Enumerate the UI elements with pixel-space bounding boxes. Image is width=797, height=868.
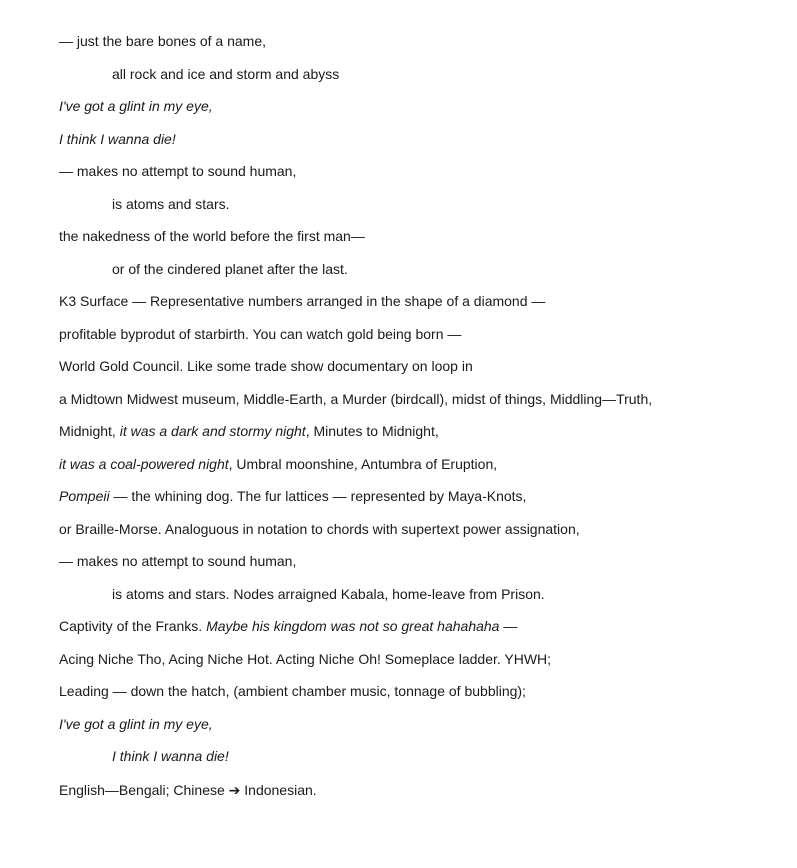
italic-text: it was a coal-powered night: [59, 455, 229, 472]
line-text: Leading — down the hatch, (ambient chamber music, tonnage of bubbling);: [59, 683, 526, 699]
line-text: profitable byprodut of starbirth. You can watch gold being born —: [59, 325, 462, 342]
line-text: English—Bengali; Chinese ➔ Indonesian.: [59, 781, 317, 798]
line-text: the nakedness of the world before the first man—: [59, 228, 365, 244]
line-text: K3 Surface — Representative numbers arranged in the shape of a diamond —: [59, 293, 546, 309]
poem-line: [59, 389, 779, 422]
poem-line: [59, 324, 779, 357]
poem-line: [59, 161, 779, 194]
italic-text: I've got a glint in my eye,: [59, 715, 213, 732]
line-text: Midnight,: [59, 423, 120, 439]
poem-line: [59, 551, 779, 584]
italic-text: I think I wanna die!: [112, 748, 229, 764]
line-text: a Midtown Midwest museum, Middle-Earth, a Murder (birdcall), midst of things, Middling—Truth,: [59, 390, 653, 407]
poem-line: [59, 356, 779, 389]
poem-line: [59, 259, 779, 292]
poem-line: [59, 31, 779, 64]
line-text: is atoms and stars. Nodes arraigned Kabala, home-leave from Prison.: [112, 585, 545, 602]
italic-text: I think I wanna die!: [59, 130, 176, 147]
poem-line: [59, 681, 779, 714]
poem-line: [59, 291, 779, 324]
line-text: — the whining dog. The fur lattices — represented by Maya-Knots,: [109, 488, 527, 504]
poem-line: [59, 421, 779, 454]
line-text: — just the bare bones of a name,: [59, 33, 267, 49]
poem-line: [59, 486, 779, 519]
poem-body: [59, 31, 779, 812]
poem-line: [59, 96, 779, 129]
poem-line: [59, 714, 779, 747]
line-text: — makes no attempt to sound human,: [59, 553, 297, 569]
line-text: World Gold Council. Like some trade show documentary on loop in: [59, 358, 473, 374]
poem-line: [59, 129, 779, 162]
line-text: or Braille-Morse. Analoguous in notation to chords with supertext power assignation,: [59, 520, 580, 537]
poem-line: [59, 746, 779, 779]
line-text: Acing Niche Tho, Acing Niche Hot. Acting Niche Oh! Someplace ladder. YHWH;: [59, 650, 552, 667]
line-text: all rock and ice and storm and abyss: [112, 65, 340, 82]
poem-line: [59, 780, 779, 813]
italic-text: Maybe his kingdom was not so great hahahaha: [206, 618, 500, 634]
poem-line: [59, 454, 779, 487]
italic-text: I've got a glint in my eye,: [59, 98, 213, 114]
poem-line: [59, 194, 779, 227]
poem-line: [59, 64, 779, 97]
poem-line: [59, 519, 779, 552]
italic-text: Pompeii: [59, 488, 110, 504]
poem-line: [59, 649, 779, 682]
line-text: , Minutes to Midnight,: [305, 423, 439, 439]
line-text: —: [499, 618, 518, 634]
line-text: or of the cindered planet after the last.: [112, 260, 348, 277]
poem-line: [59, 226, 779, 259]
poem-line: [59, 616, 779, 649]
poem-line: [59, 584, 779, 617]
line-text: — makes no attempt to sound human,: [59, 163, 297, 179]
line-text: , Umbral moonshine, Antumbra of Eruption,: [228, 455, 498, 472]
line-text: Captivity of the Franks.: [59, 618, 207, 634]
line-text: is atoms and stars.: [112, 195, 230, 212]
italic-text: it was a dark and stormy night: [119, 423, 306, 439]
